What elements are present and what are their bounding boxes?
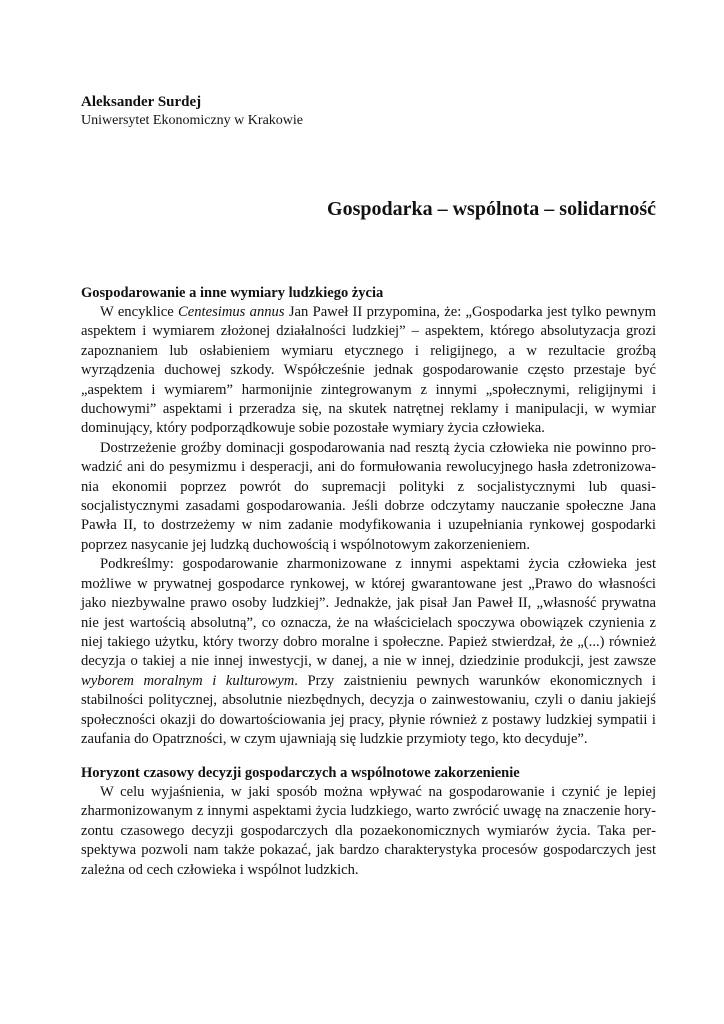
emphasis-text: Centesimus annus [178, 304, 285, 320]
paragraph: Podkreślmy: gospodarowanie zharmonizowane z innymi aspektami życia człowieka jest możliwe w prywatnej gospodarce rynkowej, w której gwarantowane jest „Prawo do własności jako niezbywalne prawo osoby ludzkiej”. Jednakże, jak pisał Jan Paweł II, „własność prywatna nie jest wartością absolutną”, co oznacza, że na właścicielach spoczywa obowiązek czynienia z niej takiego użytku, który tworzy dobro moralne i społeczne. Papież stwierdzał, że „(...) również decyzja o takiej a nie innej inwestycji, w danej, a nie w innej, dziedzinie produkcji, jest zawsze wyborem moralnym i kulturowym. Przy zaistnieniu pewnych warunków ekonomicznych i stabilności politycznej, absolutnie niezbędnych, decyzja o zainwestowaniu, czyli o daniu jakiejś społeczności okazji do dowartościowania jej pracy, płynie również z postawy ludzkiej sympatii i zaufania do Opatrzności, w czym ujawniają się ludzkie przymioty tego, kto decyduje”. [81, 556, 656, 747]
section-economy-and-life [81, 284, 656, 749]
author-affiliation: Uniwersytet Ekonomiczny w Krakowie [81, 113, 303, 128]
author-name: Aleksander Surdej [81, 94, 202, 110]
paragraph: Dostrzeżenie groźby dominacji gospodarowania nad resztą życia człowieka nie powinno prowadzić ani do pesymizmu i desperacji, ani do formułowania rewolucyjnego hasła zdetronizowania ekonomii poprzez powrót do supremacji polityki z socjalistycznymi lub quasi-socjalistycznymi zasadami gospodarowania. Jeśli dobrze odczytamy nauczanie społeczne Jana Pawła II, to dostrzeżemy w nim zadanie modyfikowania i uzupełniania rynkowej gospodarki poprzez nasycanie jej ludzką duchowością i wspólnotowym zakorzenieniem. [81, 439, 656, 553]
paragraph: W encyklice Centesimus annus Jan Paweł II przypomina, że: „Gospodarka jest tylko pewnym aspektem i wymiarem złożonej działalności ludzkiej” – aspektem, którego absolutyzacja grozi zapoznaniem lub osłabieniem wymiaru etycznego i religijnego, a w rezultacie groźbą wyrządzenia duchowej szkody. Współcześnie jednak gospodarowanie często przestaje być „aspektem i wymiarem” harmonijnie zintegrowanym z innymi „społecznymi, religijnymi i duchowymi” aspektami i przeradza się, na skutek natrętnej reklamy i manipulacji, w wymiar dominujący, który podporządkowuje sobie pozostałe wymiary życia człowieka. [81, 304, 657, 437]
section-heading: Gospodarowanie a inne wymiary ludzkiego życia [81, 285, 384, 301]
section-heading: Horyzont czasowy decyzji gospodarczych a wspólnotowe zakorzenienie [81, 765, 520, 781]
emphasis-text: wyborem moralnym i kulturowym [81, 672, 295, 689]
section-time-horizon [81, 764, 656, 880]
paragraph: W celu wyjaśnienia, w jaki sposób można wpływać na gospodarowanie i czynić je lepiej zharmonizowanym z innymi aspektami życia ludzkiego, warto zwrócić uwagę na znaczenie horyzontu czasowego decyzji gospodarczych dla pozaekonomicznych wymiarów życia. Taka perspektywa pozwoli nam także pokazać, jak bardzo charakterystyka procesów gospodarczych jest zależna od cech człowieka i wspólnot ludzkich. [81, 784, 656, 878]
article-title: Gospodarka – wspólnota – solidarność [327, 198, 656, 220]
